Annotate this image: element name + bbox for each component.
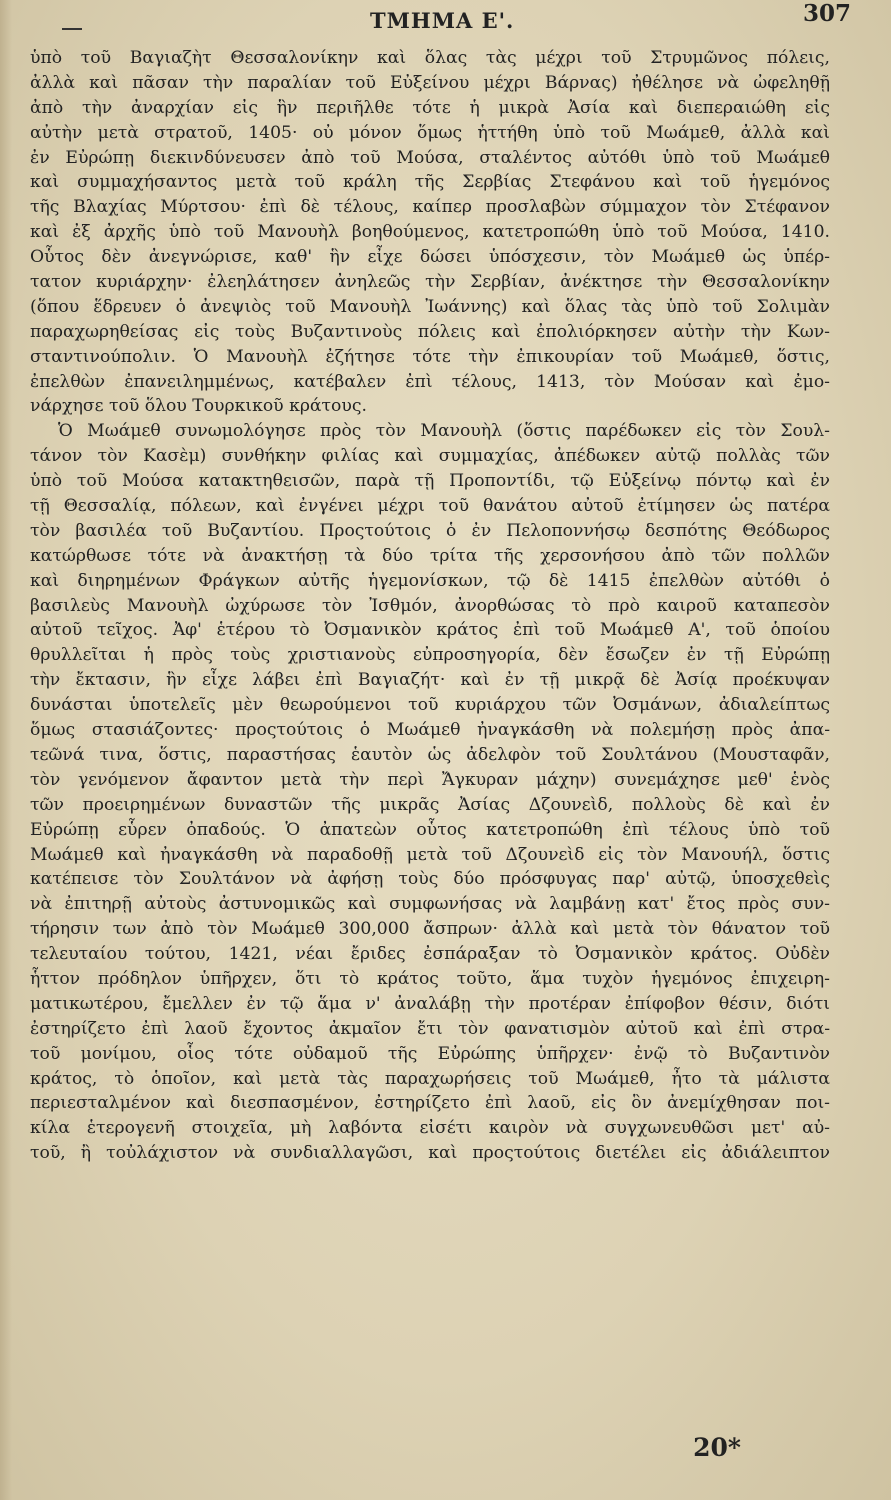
page-edge-shadow	[0, 0, 12, 1500]
signature-mark: 20*	[693, 1433, 741, 1462]
text-line: (ὅπου ἕδρευεν ὁ ἀνεψιὸς τοῦ Μανουὴλ Ἰωάννης) καὶ ὅλας τὰς ὑπὸ τοῦ Σολιμὰν	[30, 296, 830, 317]
text-line: βασιλεὺς Μανουὴλ ὠχύρωσε τὸν Ἰσθμόν, ἀνορθώσας τὸ πρὸ καιροῦ καταπεσὸν	[30, 595, 830, 616]
text-line: ἧττον πρόδηλον ὑπῆρχεν, ὅτι τὸ κράτος τοῦτο, ἅμα τυχὸν ἡγεμόνος ἐπιχειρη-	[30, 968, 830, 989]
text-line: ἀλλὰ καὶ πᾶσαν τὴν παραλίαν τοῦ Εὐξείνου μέχρι Βάρνας) ἠθέλησε νὰ ὠφεληθῇ	[30, 72, 830, 93]
text-line: δυνάσται ὑποτελεῖς μὲν θεωρούμενοι τοῦ κυριάρχου τῶν Ὀσμάνων, ἀδιαλείπτως	[30, 695, 830, 716]
text-line: κατώρθωσε τότε νὰ ἀνακτήσῃ τὰ δύο τρίτα τῆς χερσονήσου ἀπὸ τῶν πολλῶν	[30, 545, 830, 566]
text-line: καὶ ἐξ ἀρχῆς ὑπὸ τοῦ Μανουὴλ βοηθούμενος, κατετροπώθη ὑπὸ τοῦ Μούσα, 1410.	[30, 222, 830, 243]
text-line: Μωάμεθ καὶ ἠναγκάσθη νὰ παραδοθῇ μετὰ τοῦ Δζουνεὶδ εἰς τὸν Μανουήλ, ὅστις	[30, 844, 830, 865]
text-line: Εὐρώπῃ εὗρεν ὀπαδούς. Ὁ ἀπατεὼν οὗτος κατετροπώθη ἐπὶ τέλους ὑπὸ τοῦ	[30, 819, 830, 840]
text-line: Ὁ Μωάμεθ συνωμολόγησε πρὸς τὸν Μανουὴλ (ὅστις παρέδωκεν εἰς τὸν Σουλ-	[58, 421, 830, 442]
text-line: κράτος, τὸ ὁποῖον, καὶ μετὰ τὰς παραχωρήσεις τοῦ Μωάμεθ, ἦτο τὰ μάλιστα	[30, 1068, 830, 1089]
text-line: κίλα ἑτερογενῆ στοιχεῖα, μὴ λαβόντα εἰσέτι καιρὸν νὰ συγχωνευθῶσι μετ' αὐ-	[30, 1118, 830, 1139]
text-line: ἐπελθὼν ἐπανειλημμένως, κατέβαλεν ἐπὶ τέλους, 1413, τὸν Μούσαν καὶ ἐμο-	[30, 371, 830, 392]
header-rule	[62, 28, 82, 30]
text-line: τὴν ἔκτασιν, ἣν εἶχε λάβει ἐπὶ Βαγιαζήτ· καὶ ἐν τῇ μικρᾷ δὲ Ἀσίᾳ προέκυψαν	[30, 670, 830, 691]
text-line: καὶ συμμαχήσαντος μετὰ τοῦ κράλη τῆς Σερβίας Στεφάνου καὶ τοῦ ἡγεμόνος	[30, 172, 830, 193]
text-line: κατέπεισε τὸν Σουλτάνον νὰ ἀφήσῃ τοὺς δύο πρόσφυγας παρ' αὐτῷ, ὑποσχεθεὶς	[30, 869, 830, 890]
text-line: νὰ ἐπιτηρῇ αὐτοὺς ἀστυνομικῶς καὶ συμφωνήσας νὰ λαμβάνῃ κατ' ἔτος πρὸς συν-	[30, 894, 830, 915]
text-line: ἐν Εὐρώπῃ διεκινδύνευσεν ἀπὸ τοῦ Μούσα, σταλέντος αὐτόθι ὑπὸ τοῦ Μωάμεθ	[30, 147, 830, 168]
text-line: ὅμως στασιάζοντες· προςτούτοις ὁ Μωάμεθ ἠναγκάσθη νὰ πολεμήσῃ πρὸς ἀπα-	[30, 720, 830, 741]
running-title: ΤΜΗΜΑ Ε'.	[370, 8, 515, 33]
text-line: ὑπὸ τοῦ Βαγιαζὴτ Θεσσαλονίκην καὶ ὅλας τὰς μέχρι τοῦ Στρυμῶνος πόλεις,	[30, 48, 830, 68]
page-number: 307	[802, 0, 851, 27]
text-line: τῇ Θεσσαλίᾳ, πόλεων, καὶ ἐνγένει μέχρι τοῦ θανάτου αὐτοῦ ἐτίμησεν ὡς πατέρα	[30, 496, 830, 517]
text-line: τάνον τὸν Κασὲμ) συνθήκην φιλίας καὶ συμμαχίας, ἀπέδωκεν αὐτῷ πολλὰς τῶν	[30, 446, 830, 467]
text-line: τὸν βασιλέα τοῦ Βυζαντίου. Προςτούτοις ὁ ἐν Πελοποννήσῳ δεσπότης Θεόδωρος	[30, 520, 830, 541]
text-line: ἐστηρίζετο ἐπὶ λαοῦ ἔχοντος ἀκμαῖον ἔτι τὸν φανατισμὸν αὐτοῦ καὶ ἐπὶ στρα-	[30, 1018, 830, 1039]
text-line: τοῦ, ἢ τοὐλάχιστον νὰ συνδιαλλαγῶσι, καὶ προςτούτοις διετέλει εἰς ἀδιάλειπτον	[30, 1143, 830, 1164]
text-line: θρυλλεῖται ἡ πρὸς τοὺς χριστιανοὺς εὐπροσηγορία, δὲν ἔσωζεν ἐν τῇ Εὐρώπῃ	[30, 645, 830, 666]
text-line: περιεσταλμένον καὶ διεσπασμένον, ἐστηρίζετο ἐπὶ λαοῦ, εἰς ὃν ἀνεμίχθησαν ποι-	[30, 1093, 830, 1114]
text-line: ματικωτέρου, ἔμελλεν ἐν τῷ ἅμα ν' ἀναλάβῃ τὴν προτέραν ἐπίφοβον θέσιν, διότι	[30, 993, 830, 1014]
text-line: νάρχησε τοῦ ὅλου Τουρκικοῦ κράτους.	[30, 396, 367, 417]
text-line: τῆς Βλαχίας Μύρτσου· ἐπὶ δὲ τέλους, καίπερ προσλαβὼν σύμμαχον τὸν Στέφανον	[30, 197, 830, 218]
text-line: Οὗτος δὲν ἀνεγνώρισε, καθ' ἣν εἶχε δώσει ὑπόσχεσιν, τὸν Μωάμεθ ὡς ὑπέρ-	[30, 247, 830, 268]
text-line: τεῶνά τινα, ὅστις, παραστήσας ἑαυτὸν ὡς ἀδελφὸν τοῦ Σουλτάνου (Μουσταφᾶν,	[30, 744, 830, 765]
text-line: τὸν γενόμενον ἄφαντον μετὰ τὴν περὶ Ἄγκυραν μάχην) συνεμάχησε μεθ' ἑνὸς	[30, 769, 830, 790]
text-line: καὶ διηρημένων Φράγκων αὐτῆς ἡγεμονίσκων, τῷ δὲ 1415 ἐπελθὼν αὐτόθι ὁ	[30, 570, 830, 591]
text-line: τατον κυριάρχην· ἐλεηλάτησεν ἀνηλεῶς τὴν Σερβίαν, ἀνέκτησε τὴν Θεσσαλονίκην	[30, 272, 830, 293]
page-header	[60, 0, 855, 40]
text-line: τήρησιν των ἀπὸ τὸν Μωάμεθ 300,000 ἄσπρων· ἀλλὰ καὶ μετὰ τὸν θάνατον τοῦ	[30, 919, 830, 940]
text-line: τῶν προειρημένων δυναστῶν τῆς μικρᾶς Ἀσίας Δζουνεὶδ, πολλοὺς δὲ καὶ ἐν	[30, 794, 830, 815]
text-line: ὑπὸ τοῦ Μούσα κατακτηθεισῶν, παρὰ τῇ Προποντίδι, τῷ Εὐξείνῳ πόντῳ καὶ ἐν	[30, 471, 830, 492]
text-line: σταντινούπολιν. Ὁ Μανουὴλ ἐζήτησε τότε τὴν ἐπικουρίαν τοῦ Μωάμεθ, ὅστις,	[30, 346, 830, 367]
text-line: τελευταίου τούτου, 1421, νέαι ἔριδες ἐσπάραξαν τὸ Ὀσμανικὸν κράτος. Οὐδὲν	[30, 944, 830, 965]
text-line: αὐτοῦ τεῖχος. Ἀφ' ἑτέρου τὸ Ὀσμανικὸν κράτος ἐπὶ τοῦ Μωάμεθ Α', τοῦ ὁποίου	[30, 620, 830, 641]
text-line: παραχωρηθείσας εἰς τοὺς Βυζαντινοὺς πόλεις καὶ ἐπολιόρκησεν αὐτὴν τὴν Κων-	[30, 321, 830, 342]
text-line: ἀπὸ τὴν ἀναρχίαν εἰς ἣν περιῆλθε τότε ἡ μικρὰ Ἀσία καὶ διεπεραιώθη εἰς	[30, 97, 830, 118]
text-line: τοῦ μονίμου, οἷος τότε οὐδαμοῦ τῆς Εὐρώπης ὑπῆρχεν· ἐνῷ τὸ Βυζαντινὸν	[30, 1043, 830, 1064]
text-line: αὐτὴν μετὰ στρατοῦ, 1405· οὐ μόνον ὅμως ἡττήθη ὑπὸ τοῦ Μωάμεθ, ἀλλὰ καὶ	[30, 122, 830, 143]
body-text	[30, 46, 830, 1166]
